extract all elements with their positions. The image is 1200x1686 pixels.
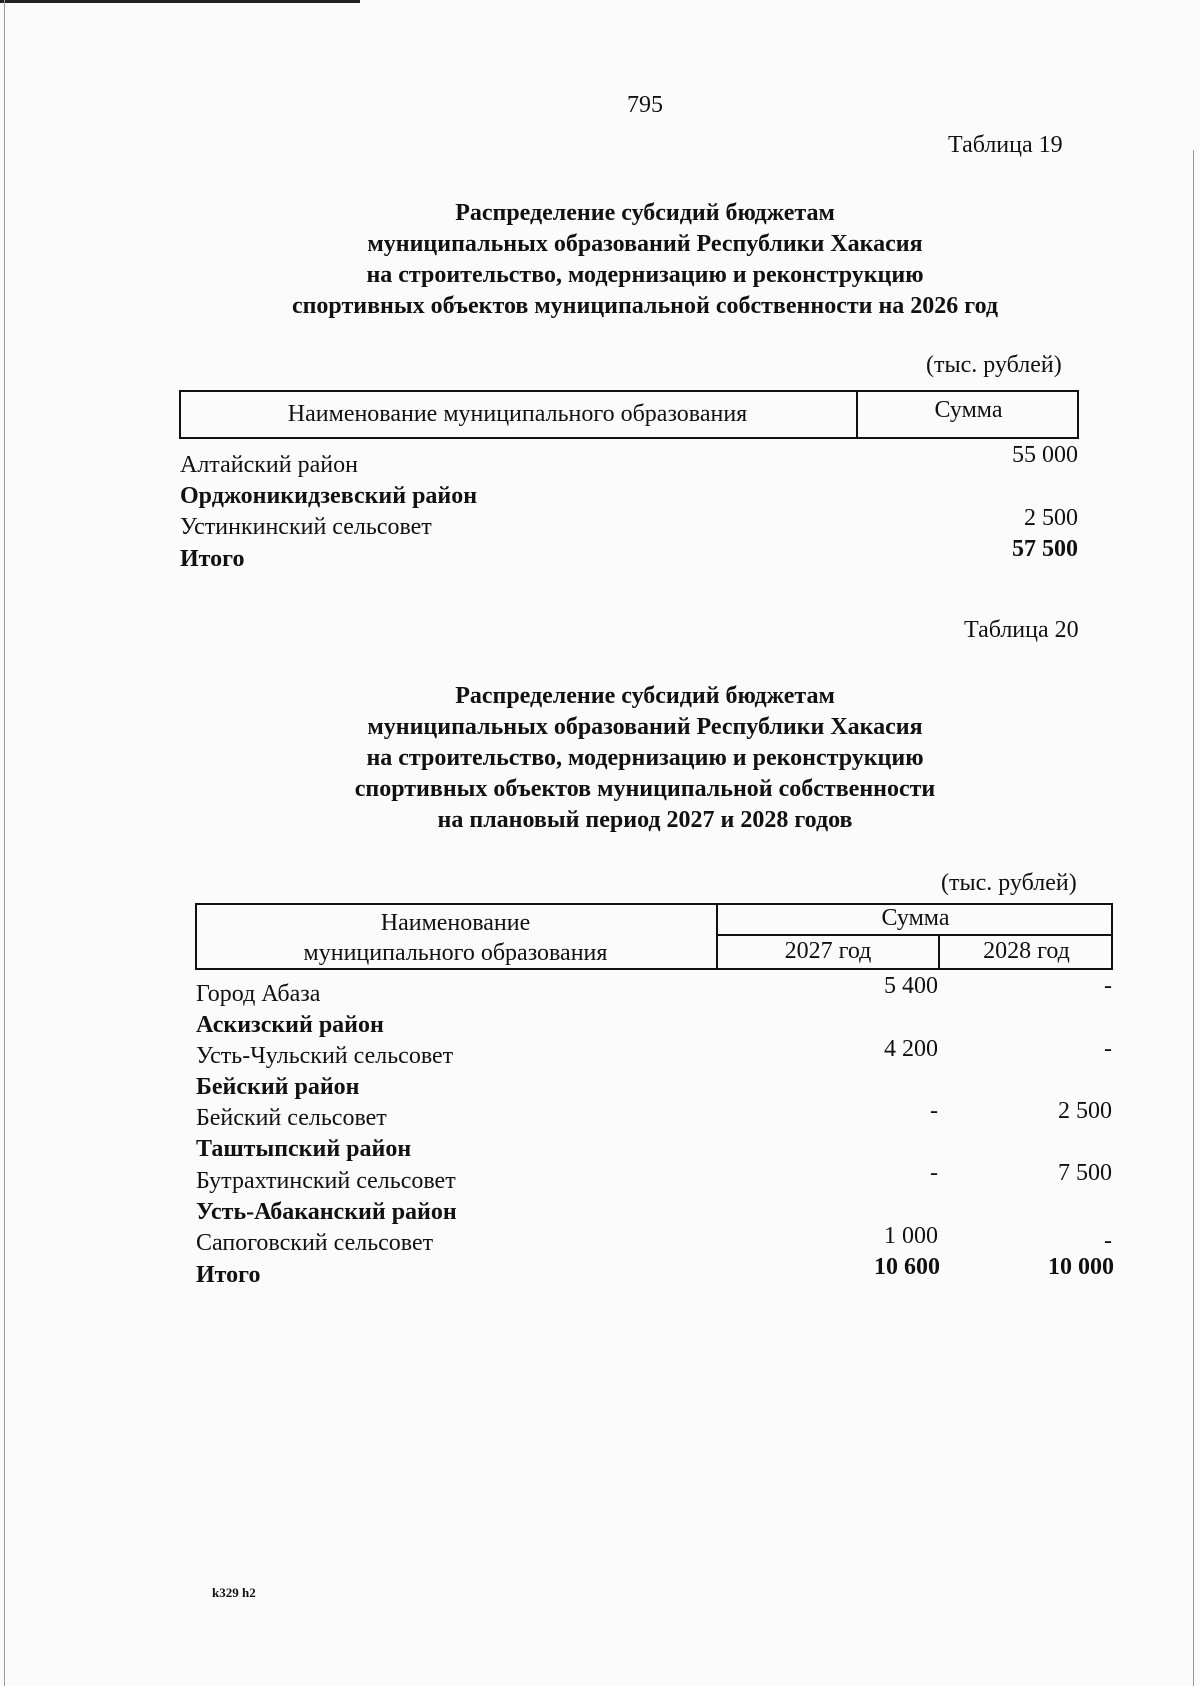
table-row-name: Аскизский район [196, 1012, 384, 1038]
table20-title-line: на плановый период 2027 и 2028 годов [437, 807, 853, 833]
table-row-sum: 57 500 [1012, 536, 1078, 562]
table-row-name: Усть-Абаканский район [196, 1199, 457, 1225]
table20-unit: (тыс. рублей) [941, 870, 1077, 896]
table-row-name: Город Абаза [196, 981, 321, 1007]
table-row-2027: - [930, 1160, 938, 1186]
table-row-name: Устинкинский сельсовет [180, 514, 432, 540]
table20-title-line: муниципальных образований Республики Хакасия [367, 714, 923, 740]
table-row-name: Бутрахтинский сельсовет [196, 1168, 456, 1194]
table20-header-name-line2: муниципального образования [303, 940, 608, 966]
table20-title [0, 681, 1200, 836]
table20-title-line: спортивных объектов муниципальной собственности [354, 776, 936, 802]
table19-title-line: спортивных объектов муниципальной собственности на 2026 год [291, 293, 999, 319]
table-row-name: Сапоговский сельсовет [196, 1230, 434, 1256]
table-row-name: Итого [196, 1262, 261, 1288]
table19-header-name: Наименование муниципального образования [287, 401, 748, 427]
table-row-2027: 5 400 [884, 973, 938, 999]
table-row-name: Таштыпский район [196, 1136, 412, 1162]
table-row-name: Бейский район [196, 1074, 360, 1100]
table20-header-sum: Сумма [881, 905, 950, 931]
table20-title-line: на строительство, модернизацию и реконструкцию [366, 745, 924, 771]
table-row-sum: 55 000 [1012, 442, 1078, 468]
table-row-name: Алтайский район [180, 452, 358, 478]
table-row-sum: 2 500 [1024, 505, 1078, 531]
scan-edge-right [1193, 150, 1194, 1686]
table-row-name: Бейский сельсовет [196, 1105, 387, 1131]
table-row-name: Орджоникидзевский район [180, 483, 478, 509]
table-row-2028: - [1104, 973, 1112, 999]
table-row-2028: 2 500 [1058, 1098, 1112, 1124]
footer-code: k329 h2 [212, 1585, 256, 1600]
table-row-2028: - [1104, 1228, 1112, 1254]
table19-unit: (тыс. рублей) [926, 352, 1062, 378]
table-row-2028: 10 000 [1048, 1254, 1114, 1280]
table-row-2027: 10 600 [874, 1254, 940, 1280]
scan-edge-top [0, 0, 360, 3]
table-row-name: Итого [180, 546, 245, 572]
table20-header-name-line1: Наименование [380, 910, 531, 936]
table19-title-line: Распределение субсидий бюджетам [455, 200, 835, 226]
table-row-2028: 7 500 [1058, 1160, 1112, 1186]
table20-header-year-2028: 2028 год [983, 938, 1070, 964]
table19-title-line: на строительство, модернизацию и реконструкцию [366, 262, 924, 288]
table20-header-year-2027: 2027 год [784, 938, 872, 964]
table-row-2027: 1 000 [884, 1223, 938, 1249]
table20-label: Таблица 20 [964, 617, 1079, 643]
table-row-2028: - [1104, 1036, 1112, 1062]
table20-header-subdivider [716, 934, 1113, 936]
page-number: 795 [627, 92, 663, 118]
table19-title [0, 198, 1200, 322]
table-row-name: Усть-Чульский сельсовет [196, 1043, 454, 1069]
table-row-2027: 4 200 [884, 1036, 938, 1062]
table-row-2027: - [930, 1098, 938, 1124]
table19-title-line: муниципальных образований Республики Хакасия [367, 231, 923, 257]
table19-label: Таблица 19 [948, 132, 1063, 158]
table20-title-line: Распределение субсидий бюджетам [455, 683, 835, 709]
table19-header-sum: Сумма [934, 397, 1003, 423]
